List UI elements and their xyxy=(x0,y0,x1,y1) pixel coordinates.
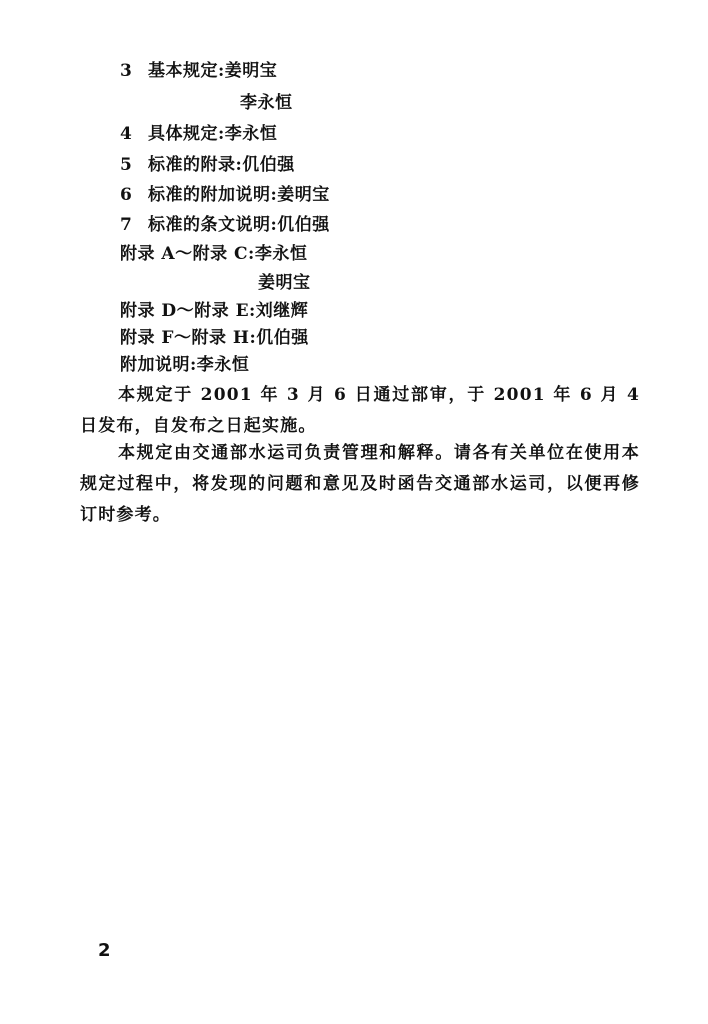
author-line-4 xyxy=(120,123,277,145)
author-line-3 xyxy=(120,60,277,82)
appendix-continuation-line xyxy=(258,272,311,294)
item-text: 标准的条文说明:仉伯强 xyxy=(148,215,330,235)
item-number: 6 xyxy=(120,185,133,205)
item-text: 标准的附录:仉伯强 xyxy=(148,155,295,175)
item-number: 3 xyxy=(120,61,133,81)
additional-notes-line xyxy=(120,354,249,376)
item-number: 5 xyxy=(120,155,133,175)
appendix-a-c-line xyxy=(120,243,307,265)
page-number: 2 xyxy=(98,940,111,961)
item-number: 7 xyxy=(120,215,133,235)
item-text: 附录 F～附录 H:仉伯强 xyxy=(120,328,309,348)
author-line-5 xyxy=(120,154,295,176)
appendix-f-h-line xyxy=(120,327,309,349)
management-paragraph: 本规定由交通部水运司负责管理和解释。请各有关单位在使用本规定过程中，将发现的问题和意见及时函告交通部水运司，以便再修订时参考。 xyxy=(80,443,640,525)
item-text: 李永恒 xyxy=(240,93,293,113)
appendix-d-e-line xyxy=(120,300,308,322)
approval-paragraph: 本规定于 2001 年 3 月 6 日通过部审，于 2001 年 6 月 4 日发布，自发布之日起实施。 xyxy=(80,385,640,436)
item-text: 标准的附加说明:姜明宝 xyxy=(148,185,330,205)
item-text: 姜明宝 xyxy=(258,273,311,293)
author-line-6 xyxy=(120,184,330,206)
author-line-continuation xyxy=(240,92,293,114)
item-number: 4 xyxy=(120,124,133,144)
item-text: 附加说明:李永恒 xyxy=(120,355,250,375)
item-text: 附录 A～附录 C:李永恒 xyxy=(120,244,308,264)
item-text: 基本规定:姜明宝 xyxy=(148,61,278,81)
item-text: 附录 D～附录 E:刘继辉 xyxy=(120,301,309,321)
author-line-7 xyxy=(120,214,330,236)
item-text: 具体规定:李永恒 xyxy=(148,124,278,144)
